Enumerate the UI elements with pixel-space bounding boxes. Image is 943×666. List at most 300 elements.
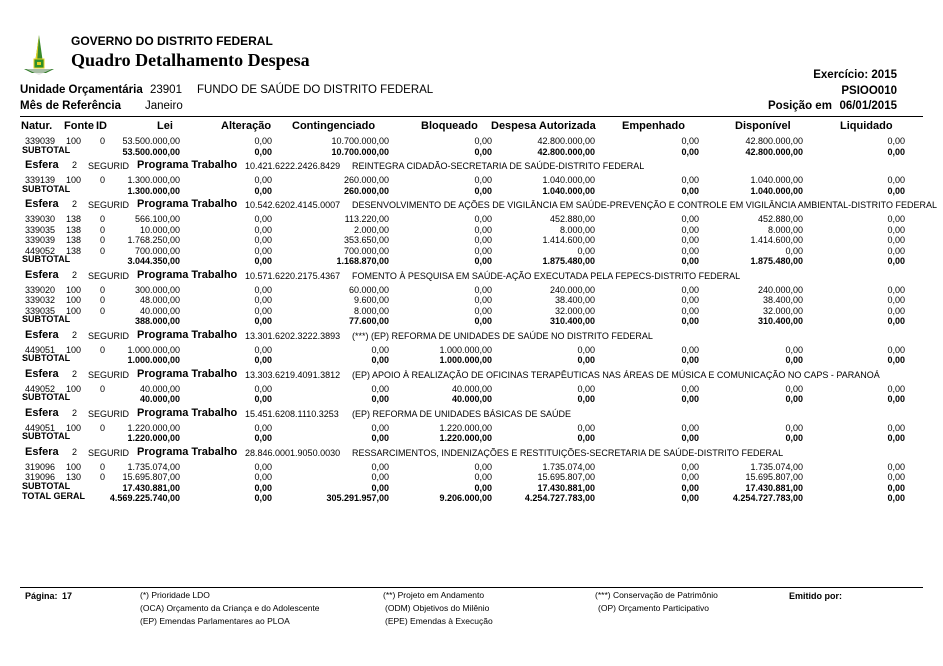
- cell-aut: 0,00: [577, 422, 595, 433]
- cell-id: 0: [100, 245, 106, 256]
- cell-alt: 0,00: [254, 433, 272, 443]
- cell-lei: 1.300.000,00: [127, 175, 180, 185]
- cell-fonte: 100: [66, 422, 82, 433]
- cell-cont: 353.650,00: [343, 235, 389, 245]
- cell-bloq: 40.000,00: [451, 383, 492, 394]
- subtotal-row: [0, 480, 943, 494]
- cell-disp: 0,00: [785, 394, 803, 404]
- subtotal-row: [0, 316, 943, 327]
- cell-bloq: 1.000.000,00: [439, 344, 492, 355]
- cell-alt: 0,00: [254, 383, 272, 394]
- cell-bloq: 0,00: [474, 482, 492, 493]
- cell-emp: 0,00: [681, 235, 699, 245]
- cell-aut: 1.414.600,00: [542, 235, 595, 245]
- cell-bloq: 0,00: [474, 316, 492, 326]
- cell-disp: 1.040.000,00: [750, 185, 803, 196]
- cell-emp: 0,00: [681, 146, 699, 157]
- cell-id: 0: [100, 224, 106, 235]
- section-header: [0, 198, 943, 212]
- cell-emp: 0,00: [681, 136, 699, 146]
- seg-label: SEGURID: [88, 200, 130, 210]
- esfera-value: 2: [72, 269, 78, 280]
- legend-op: (OP) Orçamento Participativo: [598, 603, 710, 613]
- programa-label: Programa Trabalho: [137, 268, 238, 281]
- programa-description: RESSARCIMENTOS, INDENIZAÇÕES E RESTITUIÇÕES-SECRETARIA DE SAÚDE-DISTRITO FEDERAL: [352, 447, 784, 458]
- cell-fonte: 100: [66, 136, 82, 146]
- cell-alt: 0,00: [254, 256, 272, 266]
- cell-natur: 339032: [25, 295, 56, 305]
- cell-bloq: 0,00: [474, 284, 492, 295]
- exercicio: Exercício: 2015: [813, 69, 897, 81]
- unidade-code: 23901: [150, 84, 182, 96]
- esfera-value: 2: [72, 446, 78, 457]
- cell-aut: 0,00: [577, 433, 595, 443]
- subtotal-label: SUBTOTAL: [22, 353, 71, 363]
- cell-id: 0: [100, 383, 106, 394]
- cell-aut: 32.000,00: [554, 305, 595, 316]
- cell-aut: 17.430.881,00: [537, 482, 595, 493]
- cell-alt: 0,00: [254, 284, 272, 295]
- cell-cont: 0,00: [371, 422, 389, 433]
- cell-emp: 0,00: [681, 355, 699, 365]
- cell-natur: 339030: [25, 214, 56, 224]
- cell-natur: 449052: [25, 383, 56, 394]
- cell-disp: 1.735.074,00: [750, 461, 803, 472]
- cell-alt: 0,00: [254, 295, 272, 305]
- table-row: [0, 345, 943, 356]
- cell-alt: 0,00: [254, 224, 272, 235]
- section-header: [0, 407, 943, 421]
- cell-cont: 700.000,00: [343, 245, 389, 256]
- cell-alt: 0,00: [254, 175, 272, 185]
- cell-aut: 0,00: [577, 383, 595, 394]
- cell-natur: 339035: [25, 224, 56, 235]
- programa-description: (EP) APOIO À REALIZAÇÃO DE OFICINAS TERAPÊUTICAS NAS ÁREAS DE MÚSICA E COMUNICAÇÃO NO CAPS - PARANOÁ: [352, 369, 880, 380]
- esfera-label: Esfera: [25, 198, 59, 210]
- cell-liq: 0,00: [887, 355, 905, 365]
- subtotal-row: [0, 355, 943, 366]
- cell-cont: 0,00: [371, 461, 389, 472]
- unidade-name: FUNDO DE SAÚDE DO DISTRITO FEDERAL: [197, 84, 434, 96]
- cell-liq: 0,00: [887, 305, 905, 316]
- cell-lei: 53.500.000,00: [122, 136, 180, 146]
- seg-label: SEGURID: [88, 330, 130, 341]
- cell-cont: 0,00: [371, 472, 389, 482]
- table-row: [0, 235, 943, 246]
- total-geral-label: TOTAL GERAL: [22, 491, 85, 501]
- total-geral-row: [0, 493, 943, 504]
- cell-lei: 1.768.250,00: [127, 235, 180, 245]
- cell-fonte: 138: [66, 235, 82, 245]
- posicao-value: 06/01/2015: [839, 100, 897, 112]
- cell-emp: 0,00: [681, 214, 699, 224]
- cell-cont: 2.000,00: [353, 224, 389, 235]
- cell-cont: 10.700.000,00: [331, 146, 389, 157]
- cell-id: 0: [100, 305, 106, 316]
- cell-lei: 48.000,00: [139, 295, 180, 305]
- cell-natur: 319096: [25, 461, 56, 472]
- cell-lei: 1.000.000,00: [127, 344, 180, 355]
- subtotal-label: SUBTOTAL: [22, 314, 71, 324]
- cell-emp: 0,00: [681, 316, 699, 326]
- cell-alt: 0,00: [254, 245, 272, 256]
- cell-disp: 0,00: [785, 245, 803, 256]
- cell-emp: 0,00: [681, 344, 699, 355]
- col-empenhado: Empenhado: [622, 120, 685, 132]
- cell-fonte: 130: [66, 472, 82, 482]
- programa-label: Programa Trabalho: [137, 159, 238, 171]
- cell-disp: 1.875.480,00: [750, 256, 803, 266]
- cell-bloq: 1.220.000,00: [439, 433, 492, 443]
- cell-alt: 0,00: [254, 461, 272, 472]
- cell-bloq: 0,00: [474, 305, 492, 316]
- subtotal-label: SUBTOTAL: [22, 392, 71, 402]
- cell-lei: 4.569.225.740,00: [109, 493, 180, 503]
- government-name: GOVERNO DO DISTRITO FEDERAL: [71, 34, 273, 48]
- cell-lei: 15.695.807,00: [122, 472, 180, 482]
- legend-oca: (OCA) Orçamento da Criança e do Adolescente: [140, 603, 320, 613]
- seg-label: SEGURID: [88, 161, 130, 171]
- cell-aut: 1.040.000,00: [542, 185, 595, 196]
- cell-liq: 0,00: [887, 422, 905, 433]
- table-row: [0, 136, 943, 147]
- table-row: [0, 295, 943, 306]
- cell-cont: 0,00: [371, 344, 389, 355]
- cell-aut: 15.695.807,00: [537, 472, 595, 482]
- cell-cont: 0,00: [371, 394, 389, 404]
- cell-disp: 310.400,00: [757, 316, 803, 326]
- cell-lei: 388.000,00: [134, 316, 180, 326]
- cell-liq: 0,00: [887, 493, 905, 503]
- subtotal-label: SUBTOTAL: [22, 144, 71, 155]
- esfera-value: 2: [72, 407, 78, 418]
- table-row: [0, 306, 943, 317]
- cell-id: 0: [100, 472, 106, 482]
- esfera-label: Esfera: [25, 328, 59, 341]
- table-row: [0, 214, 943, 225]
- cell-bloq: 0,00: [474, 185, 492, 196]
- legend-epe: (EPE) Emendas à Execução: [385, 616, 493, 626]
- cell-bloq: 1.220.000,00: [439, 422, 492, 433]
- programa-code: 10.571.6220.2175.4367: [245, 270, 341, 281]
- cell-lei: 3.044.350,00: [127, 256, 180, 266]
- cell-cont: 305.291.957,00: [326, 493, 389, 503]
- cell-liq: 0,00: [887, 433, 905, 443]
- cell-liq: 0,00: [887, 316, 905, 326]
- cell-alt: 0,00: [254, 136, 272, 146]
- cell-aut: 1.735.074,00: [542, 461, 595, 472]
- pagina-value: 17: [62, 591, 73, 601]
- programa-description: (***) (EP) REFORMA DE UNIDADES DE SAÚDE NO DISTRITO FEDERAL: [352, 330, 653, 341]
- cell-liq: 0,00: [887, 284, 905, 295]
- cell-emp: 0,00: [681, 305, 699, 316]
- cell-emp: 0,00: [681, 224, 699, 235]
- cell-natur: 339139: [25, 175, 56, 185]
- cell-fonte: 100: [66, 344, 82, 355]
- cell-disp: 17.430.881,00: [745, 482, 803, 493]
- cell-disp: 0,00: [785, 433, 803, 443]
- cell-fonte: 138: [66, 245, 82, 256]
- page-title: Quadro Detalhamento Despesa: [71, 50, 310, 70]
- table-row: [0, 472, 943, 483]
- cell-emp: 0,00: [681, 284, 699, 295]
- cell-cont: 260.000,00: [343, 185, 389, 196]
- cell-liq: 0,00: [887, 256, 905, 266]
- section-header: [0, 446, 943, 460]
- programa-code: 10.421.6222.2426.8429: [245, 161, 341, 171]
- cell-bloq: 0,00: [474, 245, 492, 256]
- cell-emp: 0,00: [681, 394, 699, 404]
- cell-emp: 0,00: [681, 433, 699, 443]
- cell-lei: 566.100,00: [134, 214, 180, 224]
- cell-liq: 0,00: [887, 136, 905, 146]
- cell-bloq: 0,00: [474, 136, 492, 146]
- cell-emp: 0,00: [681, 295, 699, 305]
- emitido-por-label: Emitido por:: [789, 591, 842, 601]
- cell-emp: 0,00: [681, 422, 699, 433]
- programa-label: Programa Trabalho: [137, 406, 238, 419]
- esfera-value: 2: [72, 329, 78, 340]
- cell-alt: 0,00: [254, 472, 272, 482]
- col-id: ID: [96, 120, 107, 132]
- table-row: [0, 246, 943, 257]
- cell-liq: 0,00: [887, 394, 905, 404]
- esfera-label: Esfera: [25, 406, 59, 419]
- cell-alt: 0,00: [254, 185, 272, 196]
- subtotal-label: SUBTOTAL: [22, 183, 71, 194]
- cell-disp: 0,00: [785, 422, 803, 433]
- cell-emp: 0,00: [681, 256, 699, 266]
- cell-cont: 8.000,00: [353, 305, 389, 316]
- cell-bloq: 0,00: [474, 235, 492, 245]
- section-header: [0, 269, 943, 283]
- cell-fonte: 100: [66, 284, 82, 295]
- col-disponivel: Disponível: [735, 120, 791, 132]
- cell-aut: 0,00: [577, 355, 595, 365]
- mes-label: Mês de Referência: [20, 100, 121, 112]
- col-contingenciado: Contingenciado: [292, 120, 376, 132]
- cell-emp: 0,00: [681, 175, 699, 185]
- header-divider: [20, 116, 923, 117]
- cell-disp: 15.695.807,00: [745, 472, 803, 482]
- subtotal-row: [0, 394, 943, 405]
- seg-label: SEGURID: [88, 369, 130, 380]
- esfera-label: Esfera: [25, 445, 59, 458]
- subtotal-label: SUBTOTAL: [22, 431, 71, 441]
- cell-alt: 0,00: [254, 394, 272, 404]
- cell-id: 0: [100, 295, 106, 305]
- cell-disp: 32.000,00: [762, 305, 803, 316]
- section-header: [0, 159, 943, 173]
- cell-natur: 449051: [25, 344, 56, 355]
- programa-code: 13.303.6219.4091.3812: [245, 369, 341, 380]
- cell-natur: 339039: [25, 136, 56, 146]
- table-row: [0, 175, 943, 186]
- legend-prioridade-ldo: (*) Prioridade LDO: [140, 590, 210, 600]
- cell-emp: 0,00: [681, 185, 699, 196]
- posicao-label: Posição em: [768, 100, 832, 112]
- cell-cont: 60.000,00: [348, 284, 389, 295]
- cell-lei: 1.000.000,00: [127, 355, 180, 365]
- cell-lei: 700.000,00: [134, 245, 180, 256]
- cell-disp: 0,00: [785, 344, 803, 355]
- cell-cont: 77.600,00: [348, 316, 389, 326]
- col-lei: Lei: [157, 120, 173, 132]
- legend-projeto-andamento: (**) Projeto em Andamento: [383, 590, 485, 600]
- cell-alt: 0,00: [254, 344, 272, 355]
- cell-natur: 339039: [25, 235, 56, 245]
- cell-lei: 40.000,00: [139, 383, 180, 394]
- cell-cont: 0,00: [371, 383, 389, 394]
- cell-aut: 0,00: [577, 245, 595, 256]
- cell-aut: 8.000,00: [559, 224, 595, 235]
- cell-alt: 0,00: [254, 316, 272, 326]
- pagina-label: Página:: [25, 591, 58, 601]
- cell-cont: 260.000,00: [343, 175, 389, 185]
- col-despesa-autorizada: Despesa Autorizada: [491, 120, 596, 132]
- cell-cont: 113.220,00: [344, 214, 389, 224]
- cell-alt: 0,00: [254, 305, 272, 316]
- esfera-value: 2: [72, 368, 78, 379]
- esfera-label: Esfera: [25, 268, 59, 281]
- cell-id: 0: [100, 214, 106, 224]
- cell-liq: 0,00: [887, 214, 905, 224]
- cell-disp: 452.880,00: [757, 214, 803, 224]
- table-row: [0, 462, 943, 473]
- cell-aut: 240.000,00: [549, 284, 595, 295]
- cell-lei: 300.000,00: [134, 284, 180, 295]
- cell-bloq: 0,00: [474, 461, 492, 472]
- cell-alt: 0,00: [254, 482, 272, 493]
- cell-id: 0: [100, 136, 106, 146]
- legend-ep: (EP) Emendas Parlamentares ao PLOA: [140, 616, 290, 626]
- cell-disp: 240.000,00: [757, 284, 803, 295]
- subtotal-row: [0, 256, 943, 267]
- cell-natur: 449051: [25, 422, 56, 433]
- cell-fonte: 100: [66, 305, 82, 316]
- subtotal-label: SUBTOTAL: [22, 480, 71, 491]
- cell-liq: 0,00: [887, 461, 905, 472]
- subtotal-label: SUBTOTAL: [22, 254, 71, 264]
- programa-label: Programa Trabalho: [137, 445, 238, 458]
- cell-alt: 0,00: [254, 146, 272, 157]
- cell-natur: 319096: [25, 472, 56, 482]
- cell-lei: 1.735.074,00: [127, 461, 180, 472]
- cell-emp: 0,00: [681, 245, 699, 256]
- cell-cont: 0,00: [371, 355, 389, 365]
- cell-disp: 1.414.600,00: [750, 235, 803, 245]
- cell-cont: 1.168.870,00: [336, 256, 389, 266]
- cell-bloq: 0,00: [474, 295, 492, 305]
- legend-odm: (ODM) Objetivos do Milênio: [385, 603, 490, 613]
- cell-fonte: 100: [66, 461, 82, 472]
- footer-divider: [20, 587, 923, 588]
- cell-lei: 1.220.000,00: [127, 433, 180, 443]
- seg-label: SEGURID: [88, 408, 130, 419]
- cell-id: 0: [100, 235, 106, 245]
- cell-fonte: 138: [66, 214, 82, 224]
- cell-aut: 42.800.000,00: [537, 146, 595, 157]
- cell-alt: 0,00: [254, 355, 272, 365]
- cell-disp: 38.400,00: [762, 295, 803, 305]
- cell-liq: 0,00: [887, 185, 905, 196]
- col-liquidado: Liquidado: [840, 120, 893, 132]
- cell-emp: 0,00: [681, 472, 699, 482]
- seg-label: SEGURID: [88, 270, 130, 281]
- cell-aut: 38.400,00: [554, 295, 595, 305]
- cell-aut: 4.254.727.783,00: [524, 493, 595, 503]
- programa-description: DESENVOLVIMENTO DE AÇÕES DE VIGILÂNCIA EM SAÚDE-PREVENÇÃO E CONTROLE EM VIGILÂNCIA AMBIENTAL-DISTRITO FEDERAL: [352, 200, 937, 210]
- programa-description: FOMENTO À PESQUISA EM SAÚDE-AÇÃO EXECUTADA PELA FEPECS-DISTRITO FEDERAL: [352, 270, 741, 281]
- cell-liq: 0,00: [887, 295, 905, 305]
- table-row: [0, 423, 943, 434]
- cell-bloq: 0,00: [474, 175, 492, 185]
- cell-lei: 17.430.881,00: [122, 482, 180, 493]
- programa-label: Programa Trabalho: [137, 367, 238, 380]
- col-fonte: Fonte: [64, 120, 94, 132]
- table-row: [0, 285, 943, 296]
- section-header: [0, 368, 943, 382]
- cell-liq: 0,00: [887, 245, 905, 256]
- cell-liq: 0,00: [887, 146, 905, 157]
- cell-lei: 53.500.000,00: [122, 146, 180, 157]
- subtotal-row: [0, 433, 943, 444]
- cell-id: 0: [100, 175, 106, 185]
- cell-disp: 1.040.000,00: [750, 175, 803, 185]
- cell-disp: 42.800.000,00: [745, 146, 803, 157]
- cell-disp: 8.000,00: [767, 224, 803, 235]
- cell-id: 0: [100, 284, 106, 295]
- cell-lei: 1.300.000,00: [127, 185, 180, 196]
- programa-description: (EP) REFORMA DE UNIDADES BÁSICAS DE SAÚDE: [352, 408, 572, 419]
- programa-code: 15.451.6208.1110.3253: [245, 408, 339, 419]
- programa-description: REINTEGRA CIDADÃO-SECRETARIA DE SAÚDE-DISTRITO FEDERAL: [352, 161, 645, 171]
- cell-cont: 9.600,00: [353, 295, 389, 305]
- cell-bloq: 0,00: [474, 214, 492, 224]
- cell-liq: 0,00: [887, 383, 905, 394]
- cell-liq: 0,00: [887, 482, 905, 493]
- cell-fonte: 100: [66, 295, 82, 305]
- cell-aut: 1.875.480,00: [542, 256, 595, 266]
- cell-aut: 0,00: [577, 394, 595, 404]
- seg-label: SEGURID: [88, 447, 130, 458]
- col-natur: Natur.: [21, 120, 53, 132]
- cell-disp: 42.800.000,00: [745, 136, 803, 146]
- cell-aut: 310.400,00: [549, 316, 595, 326]
- col-bloqueado: Bloqueado: [421, 120, 478, 132]
- cell-alt: 0,00: [254, 493, 272, 503]
- cell-fonte: 100: [66, 383, 82, 394]
- report-code: PSIOO010: [841, 85, 897, 97]
- cell-cont: 0,00: [371, 482, 389, 493]
- cell-disp: 0,00: [785, 355, 803, 365]
- cell-natur: 339035: [25, 305, 56, 316]
- section-header: [0, 329, 943, 343]
- cell-natur: 449052: [25, 245, 56, 256]
- cell-aut: 0,00: [577, 344, 595, 355]
- cell-emp: 0,00: [681, 482, 699, 493]
- cell-cont: 10.700.000,00: [331, 136, 389, 146]
- cell-alt: 0,00: [254, 422, 272, 433]
- cell-bloq: 0,00: [474, 224, 492, 235]
- programa-label: Programa Trabalho: [137, 198, 238, 210]
- cell-emp: 0,00: [681, 493, 699, 503]
- cell-liq: 0,00: [887, 344, 905, 355]
- col-alteracao: Alteração: [221, 120, 272, 132]
- cell-id: 0: [100, 461, 106, 472]
- cell-aut: 1.040.000,00: [542, 175, 595, 185]
- cell-bloq: 1.000.000,00: [439, 355, 492, 365]
